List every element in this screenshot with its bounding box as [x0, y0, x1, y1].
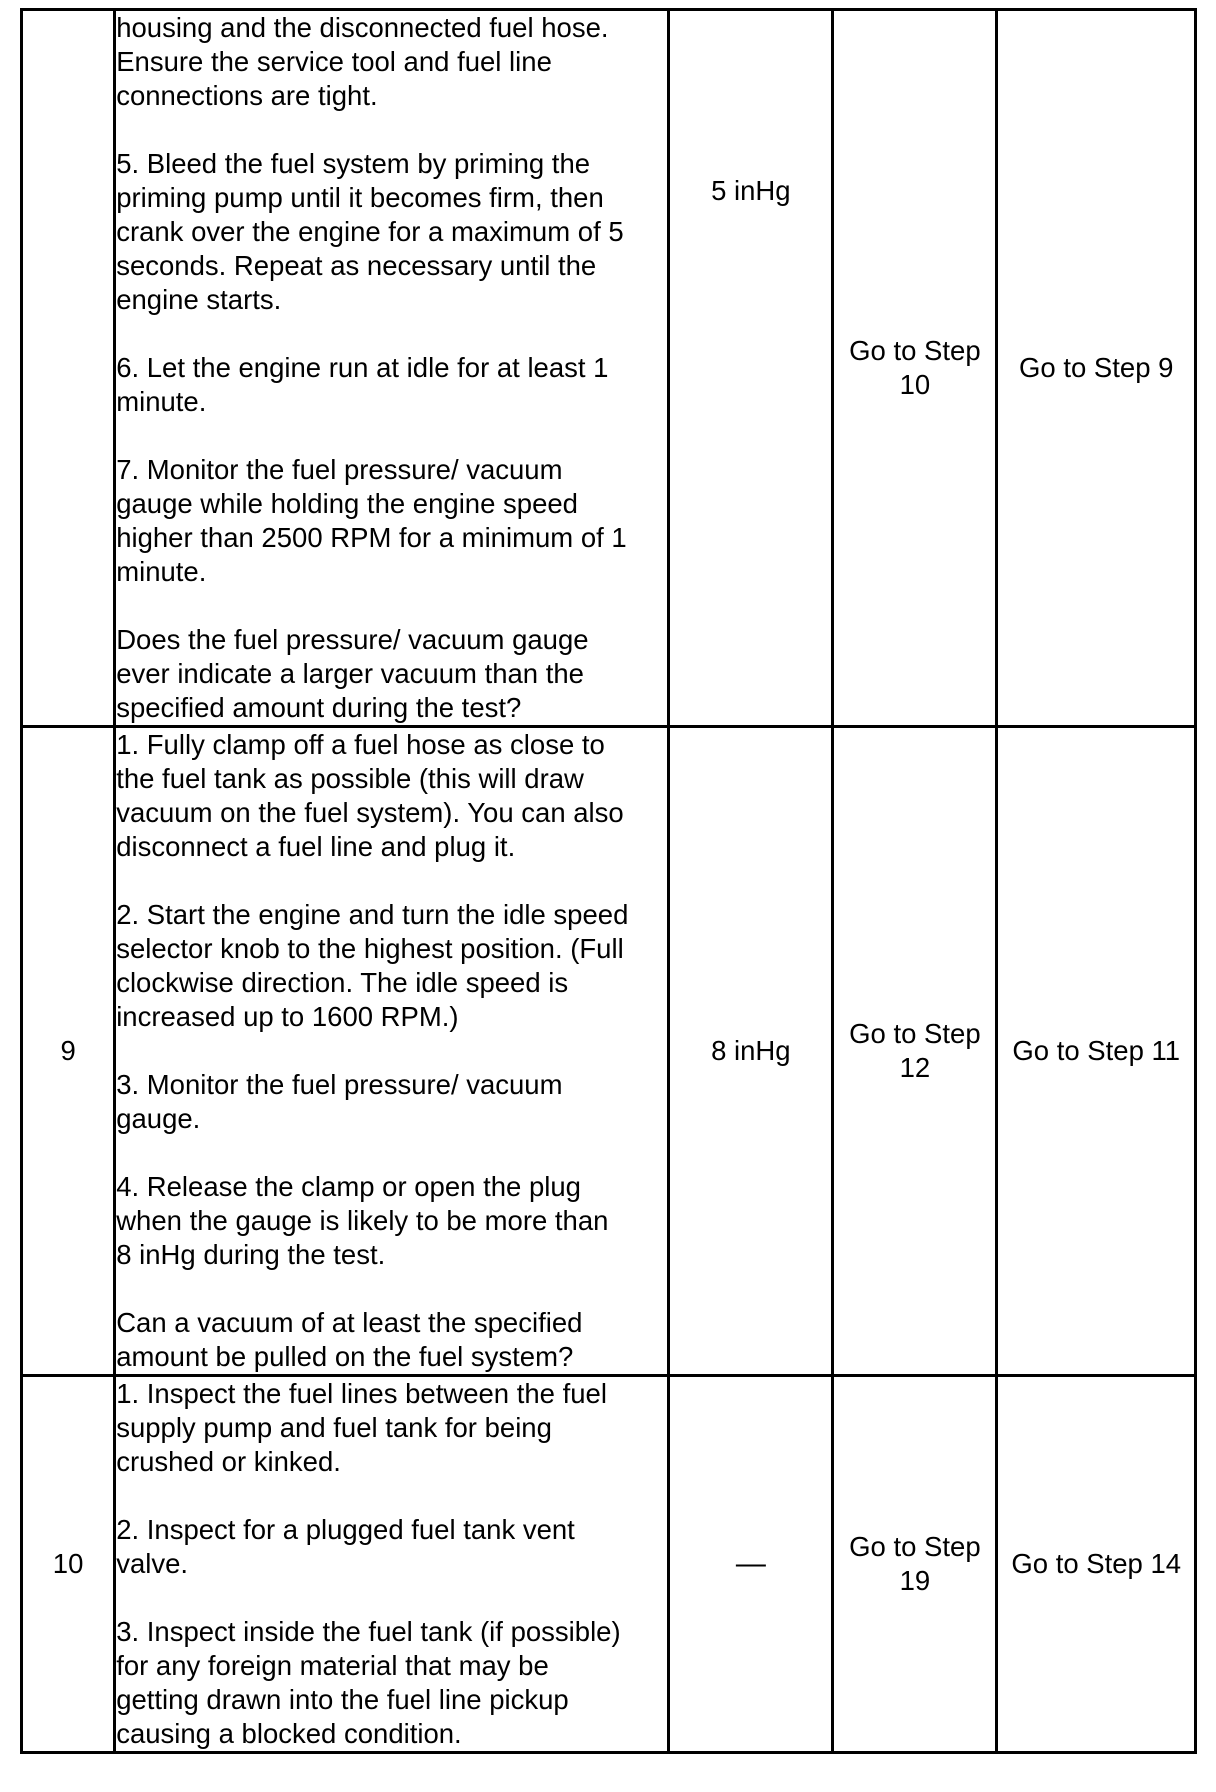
action-cell [115, 1376, 669, 1753]
yes-cell: Go to Step 10 [833, 10, 997, 727]
no-cell: Go to Step 9 [997, 10, 1196, 727]
no-cell: Go to Step 14 [997, 1376, 1196, 1753]
action-paragraph: 6. Let the engine run at idle for at least 1 minute. [116, 352, 609, 417]
table-row [22, 1376, 1196, 1753]
value-cell: 5 inHg [669, 10, 833, 727]
step-number-cell [22, 10, 115, 727]
action-paragraph: housing and the disconnected fuel hose. Ensure the service tool and fuel line connections are tight. [116, 12, 609, 111]
action-paragraph: 2. Start the engine and turn the idle speed selector knob to the highest position. (Full clockwise direction. The idle speed is increased up to 1600 RPM.) [116, 899, 629, 1032]
action-paragraph: 3. Monitor the fuel pressure/ vacuum gauge. [116, 1069, 563, 1134]
diagnostic-table [20, 8, 1197, 1754]
yes-cell: Go to Step 12 [833, 727, 997, 1376]
action-paragraph: 1. Inspect the fuel lines between the fuel supply pump and fuel tank for being crushed or kinked. [116, 1378, 607, 1477]
action-cell [115, 727, 669, 1376]
value-cell: — [669, 1376, 833, 1753]
table-row [22, 10, 1196, 727]
no-cell: Go to Step 11 [997, 727, 1196, 1376]
step-number-cell: 10 [22, 1376, 115, 1753]
action-paragraph: Can a vacuum of at least the specified amount be pulled on the fuel system? [116, 1307, 583, 1372]
yes-cell: Go to Step 19 [833, 1376, 997, 1753]
value-cell: 8 inHg [669, 727, 833, 1376]
action-paragraph: 5. Bleed the fuel system by priming the priming pump until it becomes firm, then crank over the engine for a maximum of 5 seconds. Repeat as necessary until the engine starts. [116, 148, 624, 315]
action-paragraph: Does the fuel pressure/ vacuum gauge ever indicate a larger vacuum than the specified amount during the test? [116, 624, 589, 723]
action-paragraph: 1. Fully clamp off a fuel hose as close to the fuel tank as possible (this will draw vacuum on the fuel system). You can also disconnect a fuel line and plug it. [116, 729, 624, 862]
action-cell [115, 10, 669, 727]
action-paragraph: 7. Monitor the fuel pressure/ vacuum gauge while holding the engine speed higher than 2500 RPM for a minimum of 1 minute. [116, 454, 627, 587]
action-paragraph: 2. Inspect for a plugged fuel tank vent valve. [116, 1514, 575, 1579]
action-paragraph: 4. Release the clamp or open the plug when the gauge is likely to be more than 8 inHg during the test. [116, 1171, 609, 1270]
action-paragraph: 3. Inspect inside the fuel tank (if possible) for any foreign material that may be getting drawn into the fuel line pickup causing a blocked condition. [116, 1616, 621, 1749]
step-number-cell: 9 [22, 727, 115, 1376]
table-row [22, 727, 1196, 1376]
